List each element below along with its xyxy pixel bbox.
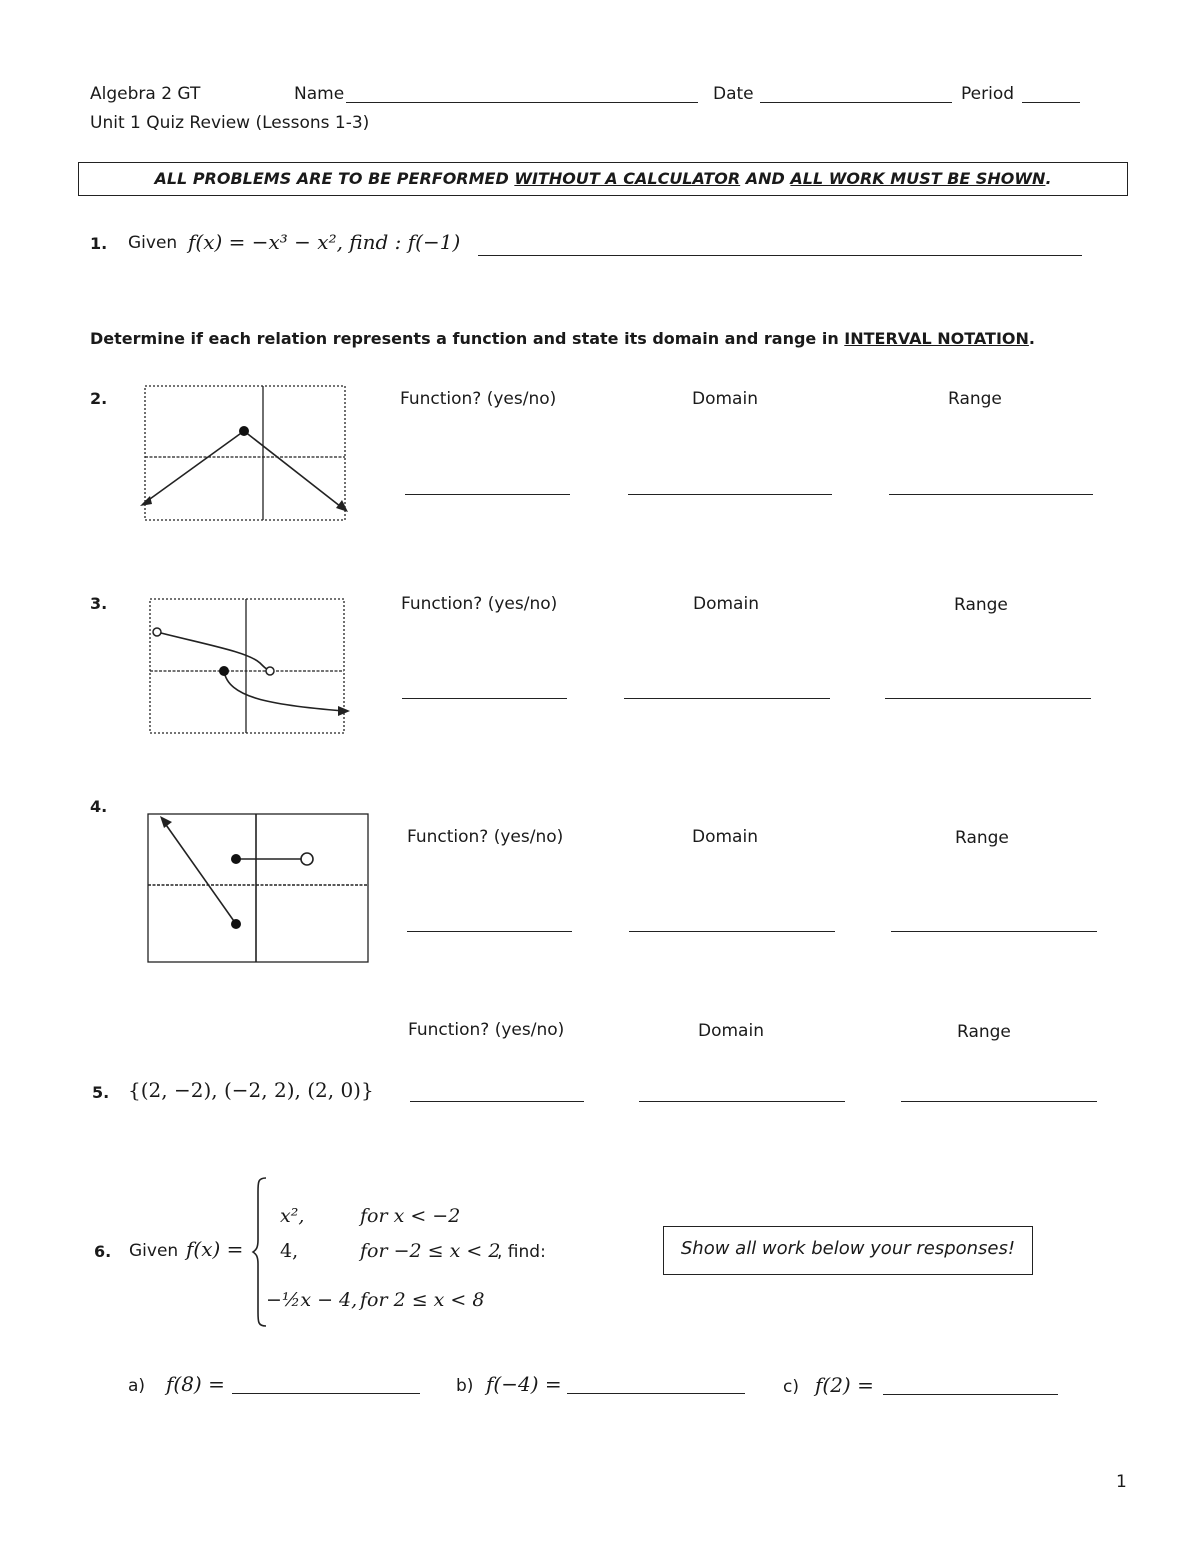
show-work-note: Show all work below your responses! bbox=[663, 1226, 1033, 1275]
q3-function-header: Function? (yes/no) bbox=[401, 594, 558, 614]
q4-function-header: Function? (yes/no) bbox=[407, 827, 564, 847]
banner-text-5: . bbox=[1045, 169, 1052, 188]
date-label: Date bbox=[713, 84, 754, 104]
q6-given: Given bbox=[129, 1241, 179, 1261]
q1-number: 1. bbox=[90, 234, 108, 253]
instructions-emphasis: INTERVAL NOTATION bbox=[844, 329, 1029, 348]
period-label: Period bbox=[961, 84, 1015, 104]
q4-function-field[interactable] bbox=[407, 931, 572, 932]
q6-case2-expression: 4, bbox=[280, 1240, 299, 1262]
q1-expression: f(x) = −x³ − x², find : f(−1) bbox=[188, 230, 461, 254]
q6-case1-expression: x², bbox=[280, 1205, 305, 1227]
q2-graph bbox=[140, 384, 350, 524]
q1-given: Given bbox=[128, 233, 178, 253]
q5-range-field[interactable] bbox=[901, 1101, 1097, 1102]
q3-graph bbox=[148, 597, 350, 737]
course-title: Algebra 2 GT bbox=[90, 84, 201, 104]
q6c-expression: f(2) = bbox=[815, 1373, 874, 1397]
q5-relation-set: {(2, −2), (−2, 2), (2, 0)} bbox=[128, 1078, 374, 1102]
q4-graph bbox=[146, 812, 370, 966]
q4-domain-header: Domain bbox=[692, 827, 758, 847]
q2-range-header: Range bbox=[948, 389, 1002, 409]
q4-range-field[interactable] bbox=[891, 931, 1097, 932]
q3-range-field[interactable] bbox=[885, 698, 1091, 699]
calculator-warning-banner bbox=[78, 162, 1128, 196]
page-number: 1 bbox=[1116, 1472, 1127, 1492]
q6-function-lhs: f(x) = bbox=[186, 1237, 244, 1261]
q2-domain-header: Domain bbox=[692, 389, 758, 409]
q6a-expression: f(8) = bbox=[166, 1372, 225, 1396]
q4-domain-field[interactable] bbox=[629, 931, 835, 932]
instructions-text: Determine if each relation represents a function and state its domain and range in bbox=[90, 329, 845, 348]
q4-number: 4. bbox=[90, 797, 108, 816]
period-field[interactable] bbox=[1022, 102, 1080, 103]
q6a-label: a) bbox=[128, 1376, 146, 1396]
banner-text-2: WITHOUT A CALCULATOR bbox=[514, 169, 741, 188]
q2-function-field[interactable] bbox=[405, 494, 570, 495]
q5-domain-header: Domain bbox=[698, 1021, 764, 1041]
q5-number: 5. bbox=[92, 1083, 110, 1102]
q3-number: 3. bbox=[90, 594, 108, 613]
q6b-answer-field[interactable] bbox=[567, 1393, 745, 1394]
q3-domain-field[interactable] bbox=[624, 698, 830, 699]
q6b-label: b) bbox=[456, 1376, 474, 1396]
q4-range-header: Range bbox=[955, 828, 1009, 848]
q6-case2-condition: for −2 ≤ x < 2 bbox=[360, 1240, 501, 1262]
relation-instructions bbox=[90, 329, 1035, 348]
q3-domain-header: Domain bbox=[693, 594, 759, 614]
q5-function-header: Function? (yes/no) bbox=[408, 1020, 565, 1040]
q1-answer-field[interactable] bbox=[478, 255, 1082, 256]
q6a-answer-field[interactable] bbox=[232, 1393, 420, 1394]
q2-number: 2. bbox=[90, 389, 108, 408]
date-field[interactable] bbox=[760, 102, 952, 103]
banner-text-1: ALL PROBLEMS ARE TO BE PERFORMED bbox=[154, 169, 515, 188]
name-label: Name bbox=[294, 84, 345, 104]
q2-function-header: Function? (yes/no) bbox=[400, 389, 557, 409]
q5-function-field[interactable] bbox=[410, 1101, 584, 1102]
q5-range-header: Range bbox=[957, 1022, 1011, 1042]
q6c-answer-field[interactable] bbox=[883, 1394, 1058, 1395]
name-field[interactable] bbox=[346, 102, 698, 103]
q6-find: , find: bbox=[497, 1242, 546, 1262]
banner-text-3: AND bbox=[740, 169, 791, 188]
banner-text-4: ALL WORK MUST BE SHOWN bbox=[790, 169, 1046, 188]
q2-range-field[interactable] bbox=[889, 494, 1093, 495]
instructions-end: . bbox=[1028, 329, 1035, 348]
q6b-expression: f(−4) = bbox=[486, 1372, 562, 1396]
q6c-label: c) bbox=[783, 1377, 799, 1397]
q6-number: 6. bbox=[94, 1242, 112, 1261]
q3-function-field[interactable] bbox=[402, 698, 567, 699]
unit-title: Unit 1 Quiz Review (Lessons 1-3) bbox=[90, 113, 370, 133]
q6-case3-condition: for 2 ≤ x < 8 bbox=[360, 1289, 485, 1311]
q5-domain-field[interactable] bbox=[639, 1101, 845, 1102]
q6-case1-condition: for x < −2 bbox=[360, 1205, 461, 1227]
q3-range-header: Range bbox=[954, 595, 1008, 615]
q2-domain-field[interactable] bbox=[628, 494, 832, 495]
q6-case3-expression: −½x − 4, bbox=[266, 1289, 358, 1311]
